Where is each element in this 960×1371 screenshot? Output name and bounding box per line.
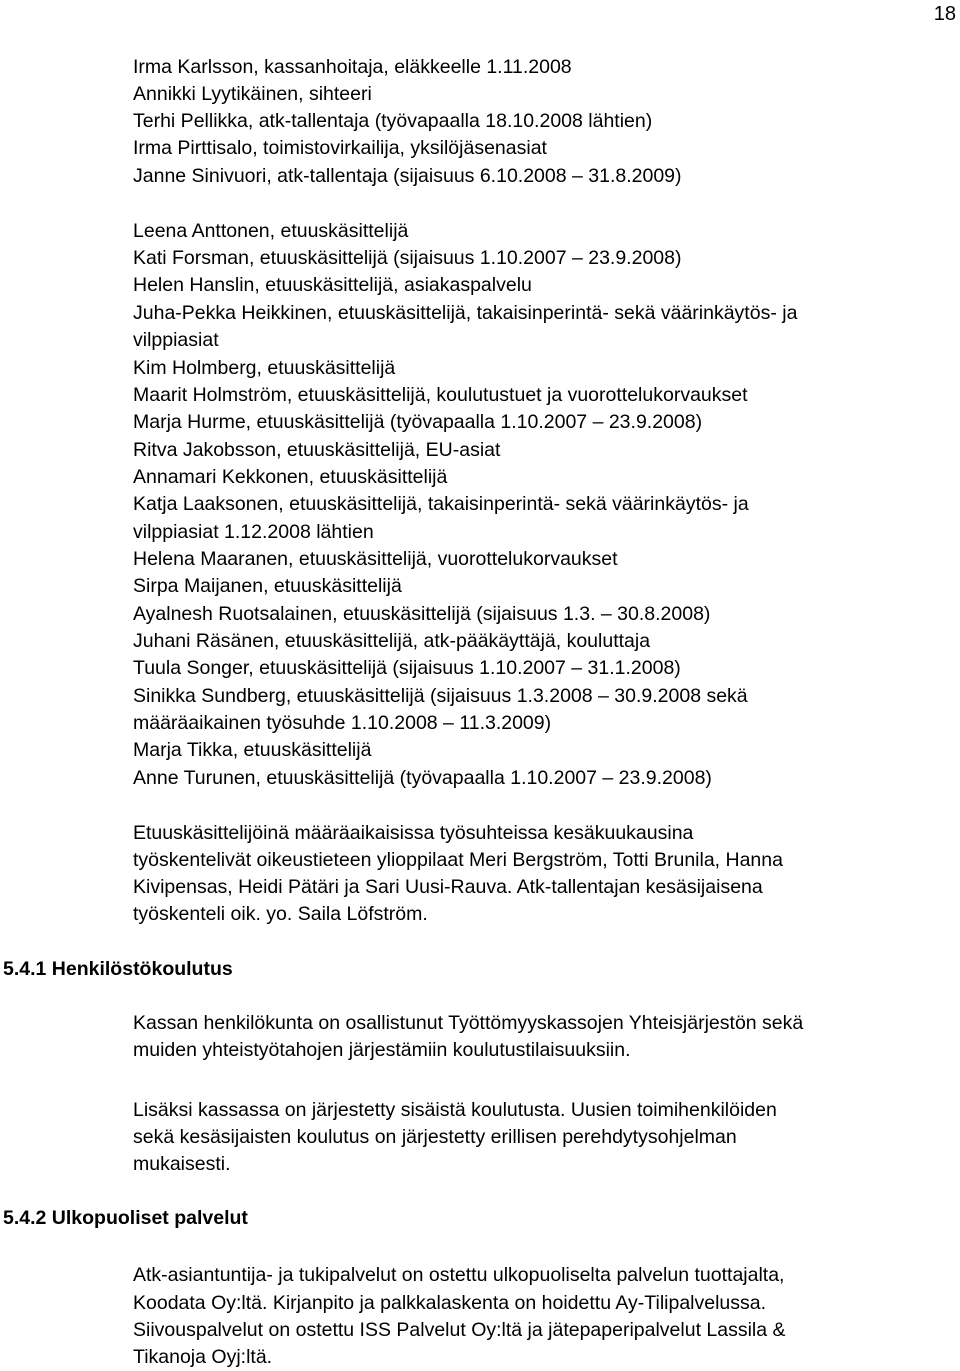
paragraph-line: Koodata Oy:ltä. Kirjanpito ja palkkalaskenta on hoidettu Ay-Tilipalvelussa. <box>133 1292 767 1314</box>
staff-line: vilppiasiat 1.12.2008 lähtien <box>133 521 374 543</box>
staff-line: Irma Pirttisalo, toimistovirkailija, yksilöjäsenasiat <box>133 137 547 159</box>
staff-line: Helen Hanslin, etuuskäsittelijä, asiakaspalvelu <box>133 274 532 296</box>
staff-line: Anne Turunen, etuuskäsittelijä (työvapaalla 1.10.2007 – 23.9.2008) <box>133 767 712 789</box>
staff-line: Leena Anttonen, etuuskäsittelijä <box>133 220 409 242</box>
staff-line: Annikki Lyytikäinen, sihteeri <box>133 83 372 105</box>
staff-line: Terhi Pellikka, atk-tallentaja (työvapaalla 18.10.2008 lähtien) <box>133 110 653 132</box>
paragraph-line: Etuuskäsittelijöinä määräaikaisissa työsuhteissa kesäkuukausina <box>133 822 694 844</box>
staff-line: määräaikainen työsuhde 1.10.2008 – 11.3.2009) <box>133 712 552 734</box>
staff-line: Katja Laaksonen, etuuskäsittelijä, takaisinperintä- sekä väärinkäytös- ja <box>133 493 749 515</box>
staff-line: Annamari Kekkonen, etuuskäsittelijä <box>133 466 448 488</box>
staff-line: vilppiasiat <box>133 329 219 351</box>
page-number: 18 <box>933 3 956 25</box>
section-heading: 5.4.1 Henkilöstökoulutus <box>3 958 233 980</box>
paragraph-line: työskentelivät oikeustieteen ylioppilaat Meri Bergström, Totti Brunila, Hanna <box>133 849 783 871</box>
staff-line: Kim Holmberg, etuuskäsittelijä <box>133 357 396 379</box>
paragraph-line: työskenteli oik. yo. Saila Löfström. <box>133 903 428 925</box>
staff-line: Kati Forsman, etuuskäsittelijä (sijaisuus 1.10.2007 – 23.9.2008) <box>133 247 682 269</box>
paragraph-line: muiden yhteistyötahojen järjestämiin koulutustilaisuuksiin. <box>133 1039 631 1061</box>
staff-line: Juha-Pekka Heikkinen, etuuskäsittelijä, takaisinperintä- sekä väärinkäytös- ja <box>133 302 798 324</box>
staff-line: Tuula Songer, etuuskäsittelijä (sijaisuus 1.10.2007 – 31.1.2008) <box>133 657 681 679</box>
paragraph-line: Siivouspalvelut on ostettu ISS Palvelut Oy:ltä ja jätepaperipalvelut Lassila & <box>133 1319 786 1341</box>
paragraph-line: sekä kesäsijaisten koulutus on järjestetty erillisen perehdytysohjelman <box>133 1126 737 1148</box>
staff-line: Juhani Räsänen, etuuskäsittelijä, atk-pääkäyttäjä, kouluttaja <box>133 630 651 652</box>
staff-line: Helena Maaranen, etuuskäsittelijä, vuorottelukorvaukset <box>133 548 618 570</box>
paragraph-line: Tikanoja Oyj:ltä. <box>133 1346 273 1368</box>
paragraph-line: Atk-asiantuntija- ja tukipalvelut on ostettu ulkopuoliselta palvelun tuottajalta, <box>133 1264 785 1286</box>
staff-line: Janne Sinivuori, atk-tallentaja (sijaisuus 6.10.2008 – 31.8.2009) <box>133 165 682 187</box>
section-heading: 5.4.2 Ulkopuoliset palvelut <box>3 1207 248 1229</box>
staff-line: Sinikka Sundberg, etuuskäsittelijä (sijaisuus 1.3.2008 – 30.9.2008 sekä <box>133 685 748 707</box>
staff-line: Ritva Jakobsson, etuuskäsittelijä, EU-asiat <box>133 439 501 461</box>
paragraph-line: Kivipensas, Heidi Pätäri ja Sari Uusi-Rauva. Atk-tallentajan kesäsijaisena <box>133 876 763 898</box>
paragraph-line: mukaisesti. <box>133 1153 231 1175</box>
paragraph-line: Lisäksi kassassa on järjestetty sisäistä koulutusta. Uusien toimihenkilöiden <box>133 1099 777 1121</box>
staff-line: Marja Hurme, etuuskäsittelijä (työvapaalla 1.10.2007 – 23.9.2008) <box>133 411 703 433</box>
staff-line: Marja Tikka, etuuskäsittelijä <box>133 739 372 761</box>
paragraph-line: Kassan henkilökunta on osallistunut Työttömyyskassojen Yhteisjärjestön sekä <box>133 1012 804 1034</box>
staff-line: Irma Karlsson, kassanhoitaja, eläkkeelle 1.11.2008 <box>133 56 572 78</box>
staff-line: Ayalnesh Ruotsalainen, etuuskäsittelijä (sijaisuus 1.3. – 30.8.2008) <box>133 603 711 625</box>
staff-line: Maarit Holmström, etuuskäsittelijä, koulutustuet ja vuorottelukorvaukset <box>133 384 748 406</box>
staff-line: Sirpa Maijanen, etuuskäsittelijä <box>133 575 402 597</box>
